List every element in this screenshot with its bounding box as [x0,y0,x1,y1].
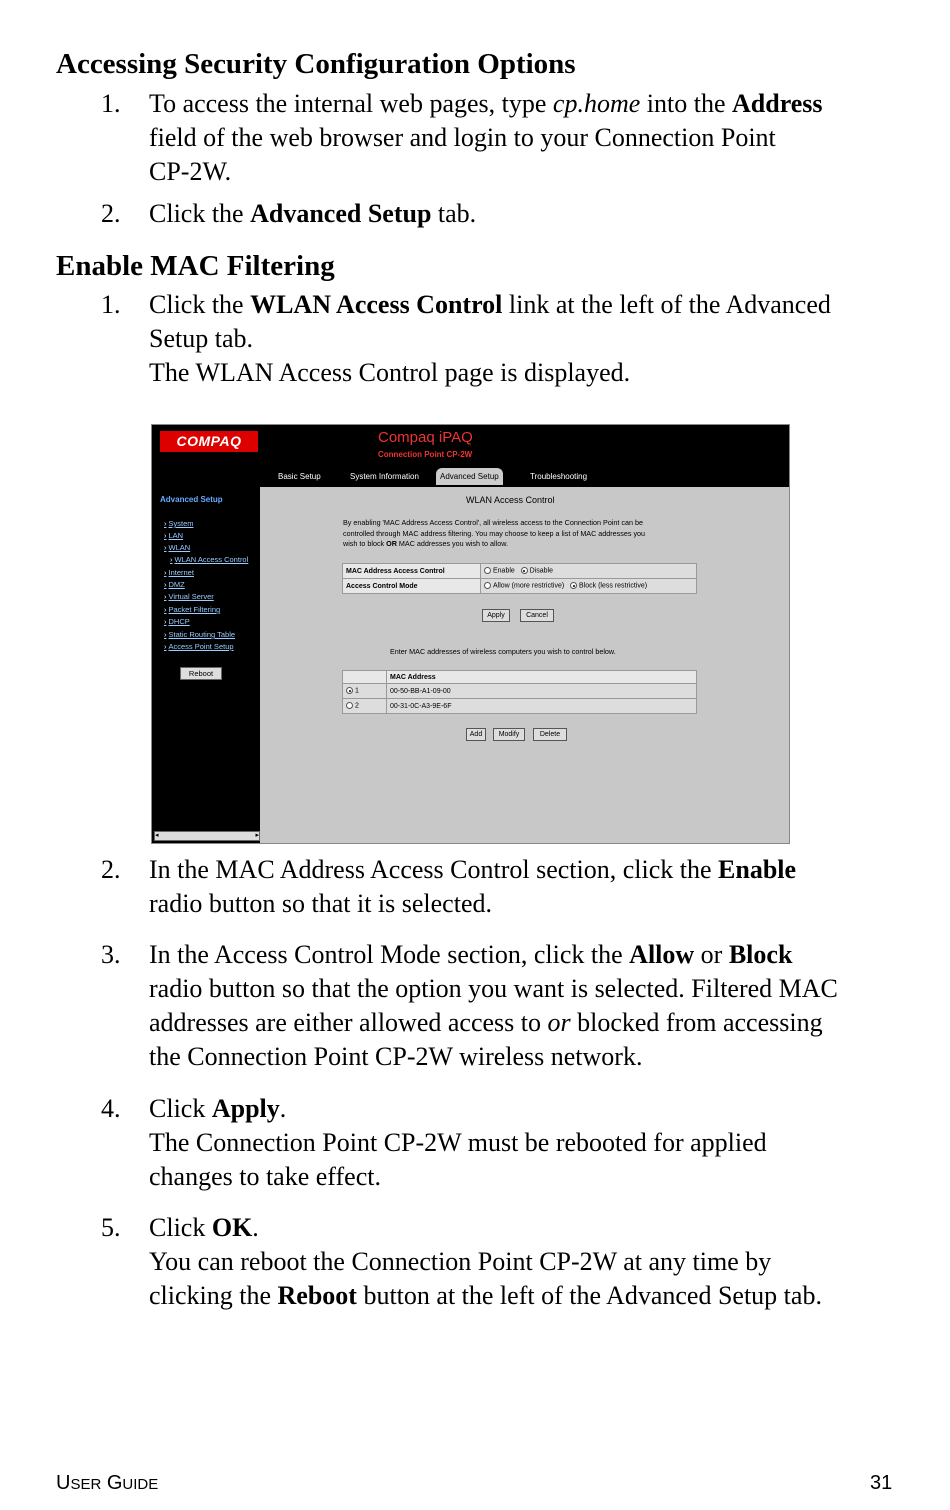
text-italic: or [547,1008,571,1037]
text: CP-2W. [149,157,232,186]
brand-title: Compaq iPAQ [378,429,473,446]
nav-packet-filtering[interactable]: › Packet Filtering [164,605,221,614]
page-title: WLAN Access Control [466,495,555,505]
section-heading-security: Accessing Security Configuration Options [56,48,576,80]
text: In the MAC Address Access Control section, click the [149,855,719,884]
text: field of the web browser and login to your Connection Point [149,123,776,152]
text: button at the left of the Advanced Setup tab. [356,1281,822,1310]
step-number: 5. [101,1213,121,1242]
text: clicking the [149,1281,278,1310]
cancel-button[interactable]: Cancel [520,609,554,622]
block-label: Block (less restrictive) [579,582,648,590]
mode-options [481,579,697,594]
row-index: 2 [355,702,359,710]
mac-control-label: MAC Address Access Control [343,564,481,579]
text: . [252,1213,259,1242]
description [343,518,703,550]
sidebar-title: Advanced Setup [160,495,223,504]
footer-user-guide: USER GUIDE [56,1472,159,1494]
row-index: 1 [355,687,359,695]
nav-wlan[interactable]: › WLAN [164,543,191,552]
delete-button[interactable]: Delete [533,728,567,741]
nav-dhcp[interactable]: › DHCP [164,617,190,626]
allow-label: Allow (more restrictive) [493,582,565,590]
tab-advanced-setup[interactable]: Advanced Setup [436,468,503,485]
nav-system[interactable]: › System [164,519,194,528]
text: changes to take effect. [149,1162,381,1191]
nav-dmz[interactable]: › DMZ [164,580,185,589]
text: Click [149,1094,212,1123]
page-number: 31 [870,1472,893,1494]
enter-mac-instruction: Enter MAC addresses of wireless computers you wish to control below. [390,647,616,656]
mac-value: 00-31-0C-A3-9E-6F [387,699,697,714]
text: the Connection Point CP-2W wireless network. [149,1042,643,1071]
text: blocked from accessing [570,1008,823,1037]
text: wish to block [343,539,387,548]
text: tab. [431,199,477,228]
text-bold: Reboot [277,1281,357,1310]
text: By enabling 'MAC Address Access Control', all wireless access to the Connection Point can be [343,518,643,527]
text-bold: Enable [718,855,797,884]
step-number: 4. [101,1094,121,1123]
mac-value: 00-50-BB-A1-09-00 [387,684,697,699]
text: MAC addresses you wish to allow. [396,539,508,548]
nav-access-point-setup[interactable]: › Access Point Setup [164,642,234,651]
mac-column-header: MAC Address [387,671,697,684]
enable-radio[interactable] [484,567,491,574]
add-button[interactable]: Add [466,728,486,741]
reboot-button[interactable]: Reboot [180,667,222,680]
nav-internet[interactable]: › Internet [164,568,194,577]
step-number: 3. [101,940,121,969]
row-select [343,699,387,714]
text-bold: Allow [629,940,695,969]
text: To access the internal web pages, type [149,89,553,118]
text: Click the [149,199,251,228]
text: . [279,1094,287,1123]
step-number: 1. [101,290,121,319]
text: radio button so that it is selected. [149,889,492,918]
block-radio[interactable] [570,582,577,589]
text: link at the left of the Advanced [502,290,831,319]
disable-label: Disable [529,567,553,575]
text-bold: Address [732,89,823,118]
table-row [343,684,697,699]
scroll-right-icon[interactable]: ▸ [255,832,259,839]
mode-label: Access Control Mode [343,579,481,594]
tab-system-information[interactable]: System Information [350,472,419,481]
brand-subtitle: Connection Point CP-2W [378,450,473,459]
mac-address-table [342,670,697,714]
text: or [694,940,729,969]
enable-label: Enable [493,567,515,575]
compaq-logo: COMPAQ [160,431,258,452]
text-italic: cp.home [552,89,641,118]
row-radio[interactable] [346,687,353,694]
text-bold: OR [386,539,397,548]
nav-static-routing[interactable]: › Static Routing Table [164,630,236,639]
text: The WLAN Access Control page is displayed. [149,358,631,387]
text: addresses are either allowed access to [149,1008,548,1037]
tab-troubleshooting[interactable]: Troubleshooting [530,472,588,481]
text: The Connection Point CP-2W must be rebooted for applied [149,1128,767,1157]
mac-control-options [481,564,697,579]
nav-wlan-access-control[interactable]: › WLAN Access Control [170,555,249,564]
text: into the [640,89,732,118]
config-table [342,563,697,594]
disable-radio[interactable] [521,567,528,574]
scroll-left-icon[interactable]: ◂ [155,832,159,839]
modify-button[interactable]: Modify [493,728,525,741]
text: In the Access Control Mode section, click the [149,940,630,969]
nav-lan[interactable]: › LAN [164,531,184,540]
text: controlled through MAC address filtering. You may choose to keep a list of MAC addresses you [343,528,646,538]
text: Click the [149,290,251,319]
nav-virtual-server[interactable]: › Virtual Server [164,592,214,601]
text-bold: Block [728,940,793,969]
text: Setup tab. [149,324,253,353]
allow-radio[interactable] [484,582,491,589]
text-bold: OK [211,1213,253,1242]
text-bold: WLAN Access Control [250,290,503,319]
horizontal-scrollbar[interactable] [154,831,260,841]
text-bold: Advanced Setup [250,199,432,228]
row-select [343,684,387,699]
step-number: 1. [101,89,121,118]
text: radio button so that the option you want is selected. Filtered MAC [149,974,838,1003]
wlan-access-control-screenshot [151,424,790,844]
select-column-header [343,671,387,684]
apply-button[interactable]: Apply [482,609,510,622]
tab-basic-setup[interactable]: Basic Setup [278,472,321,481]
table-row [343,699,697,714]
row-radio[interactable] [346,702,353,709]
text-bold: Apply [211,1094,280,1123]
step-number: 2. [101,855,121,884]
section-heading-mac-filtering: Enable MAC Filtering [56,250,335,282]
text: You can reboot the Connection Point CP-2W at any time by [149,1247,772,1276]
step-number: 2. [101,199,121,228]
text: Click [149,1213,212,1242]
